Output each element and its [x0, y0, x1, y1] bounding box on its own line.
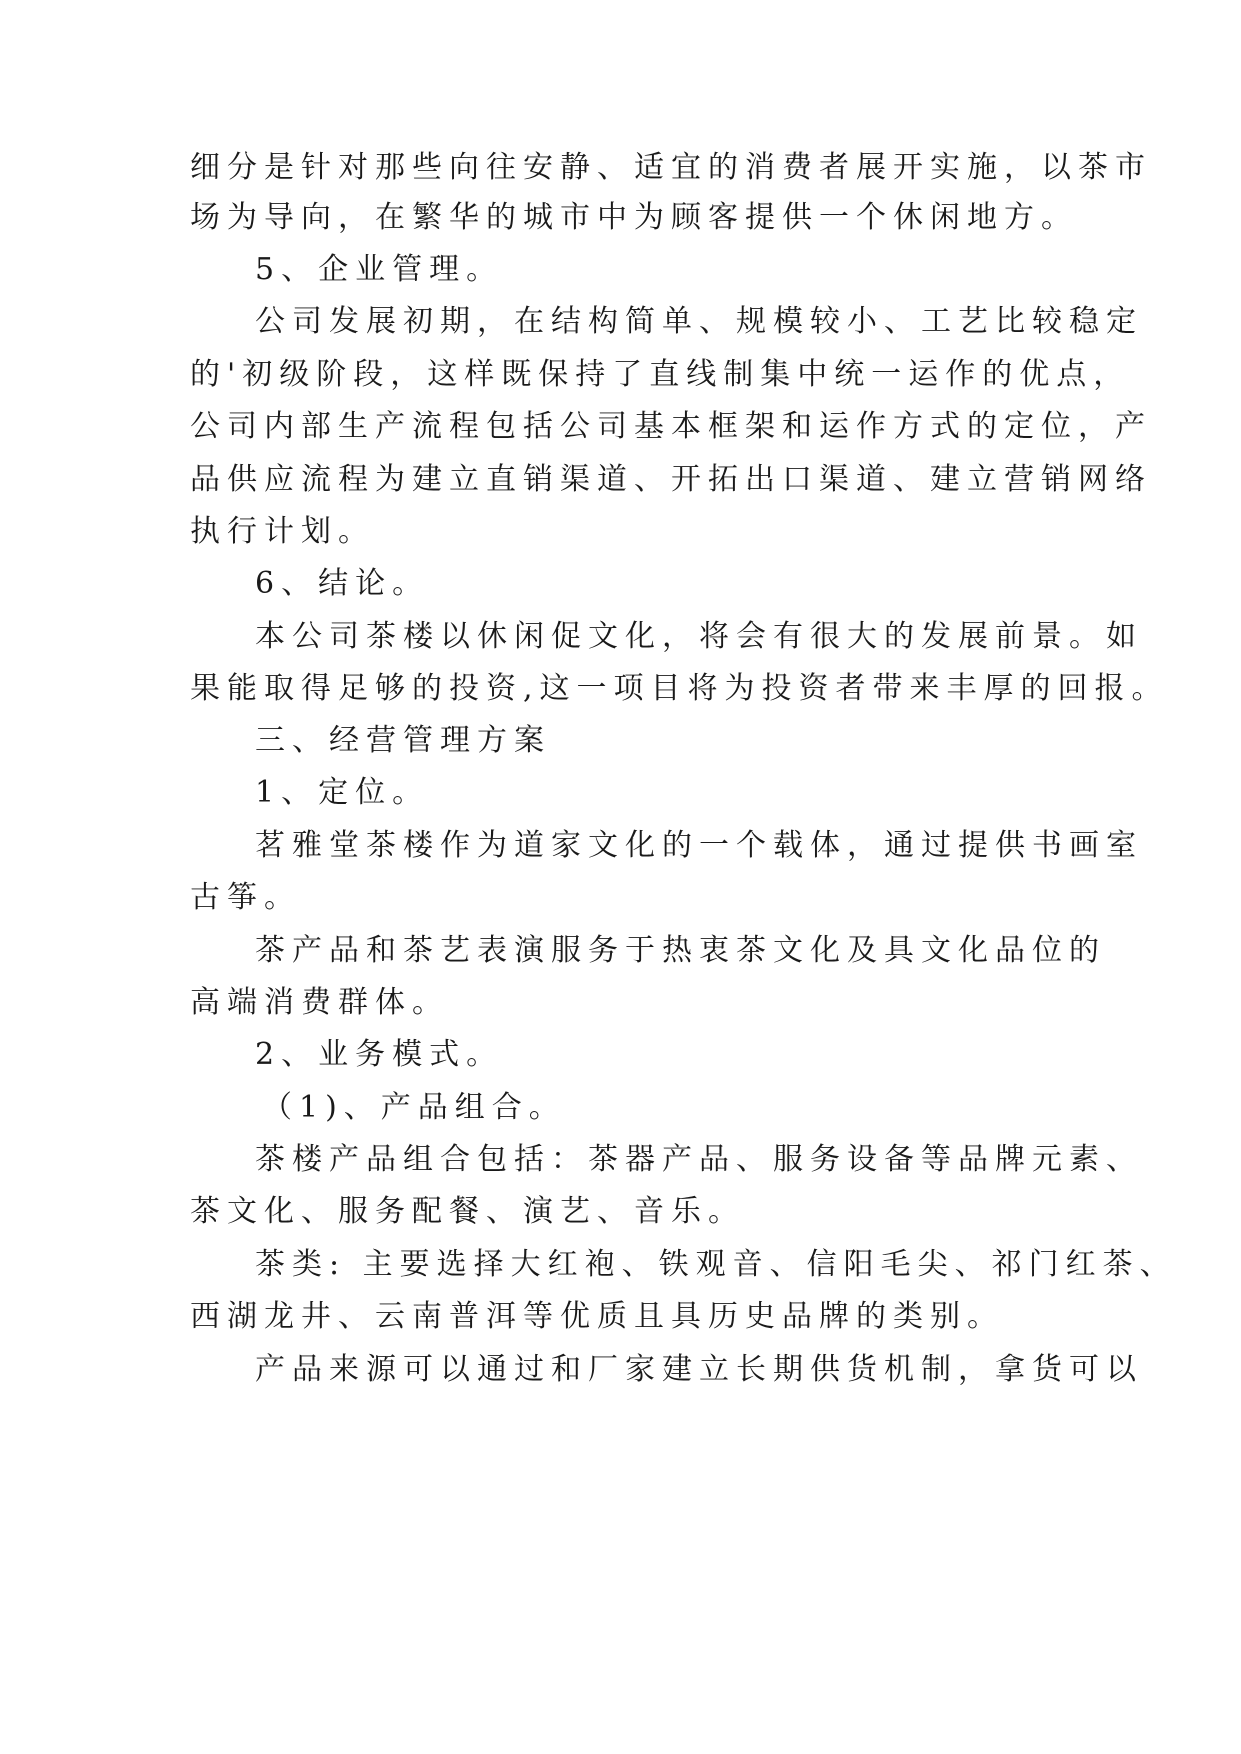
paragraph-line: 茶楼产品组合包括：茶器产品、服务设备等品牌元素、: [255, 1142, 1143, 1177]
section-heading: 2、业务模式。: [255, 1037, 504, 1072]
section-heading: 1、定位。: [255, 775, 430, 810]
paragraph-line: 细分是针对那些向往安静、适宜的消费者展开实施，以茶市: [190, 150, 1152, 185]
paragraph-line: 场为导向，在繁华的城市中为顾客提供一个休闲地方。: [190, 200, 1078, 235]
paragraph-line: 茶产品和茶艺表演服务于热衷茶文化及具文化品位的: [255, 933, 1106, 968]
paragraph-line: 古筝。: [190, 880, 301, 915]
paragraph-line: 的'初级阶段，这样既保持了直线制集中统一运作的优点，: [190, 357, 1131, 392]
paragraph-line: 执行计划。: [190, 514, 375, 549]
section-heading: 5、企业管理。: [255, 252, 504, 287]
chapter-heading: 三、经营管理方案: [255, 723, 551, 758]
paragraph-line: 高端消费群体。: [190, 985, 449, 1020]
paragraph-line: 公司内部生产流程包括公司基本框架和运作方式的定位，产: [190, 409, 1152, 444]
paragraph-line: 茶文化、服务配餐、演艺、音乐。: [190, 1194, 745, 1229]
subsection-heading: （1)、产品组合。: [262, 1090, 566, 1125]
paragraph-line: 公司发展初期，在结构简单、规模较小、工艺比较稳定: [255, 304, 1143, 339]
paragraph-line: 茗雅堂茶楼作为道家文化的一个载体，通过提供书画室: [255, 828, 1143, 863]
paragraph-line: 茶类: 主要选择大红袍、铁观音、信阳毛尖、祁门红茶、: [255, 1247, 1177, 1282]
paragraph-line: 西湖龙井、云南普洱等优质且具历史品牌的类别。: [190, 1299, 1004, 1334]
paragraph-line: 本公司茶楼以休闲促文化，将会有很大的发展前景。如: [255, 619, 1143, 654]
paragraph-line: 产品来源可以通过和厂家建立长期供货机制，拿货可以: [255, 1352, 1143, 1387]
paragraph-line: 果能取得足够的投资,这一项目将为投资者带来丰厚的回报。: [190, 671, 1169, 706]
paragraph-line: 品供应流程为建立直销渠道、开拓出口渠道、建立营销网络: [190, 462, 1152, 497]
section-heading: 6、结论。: [255, 566, 430, 601]
